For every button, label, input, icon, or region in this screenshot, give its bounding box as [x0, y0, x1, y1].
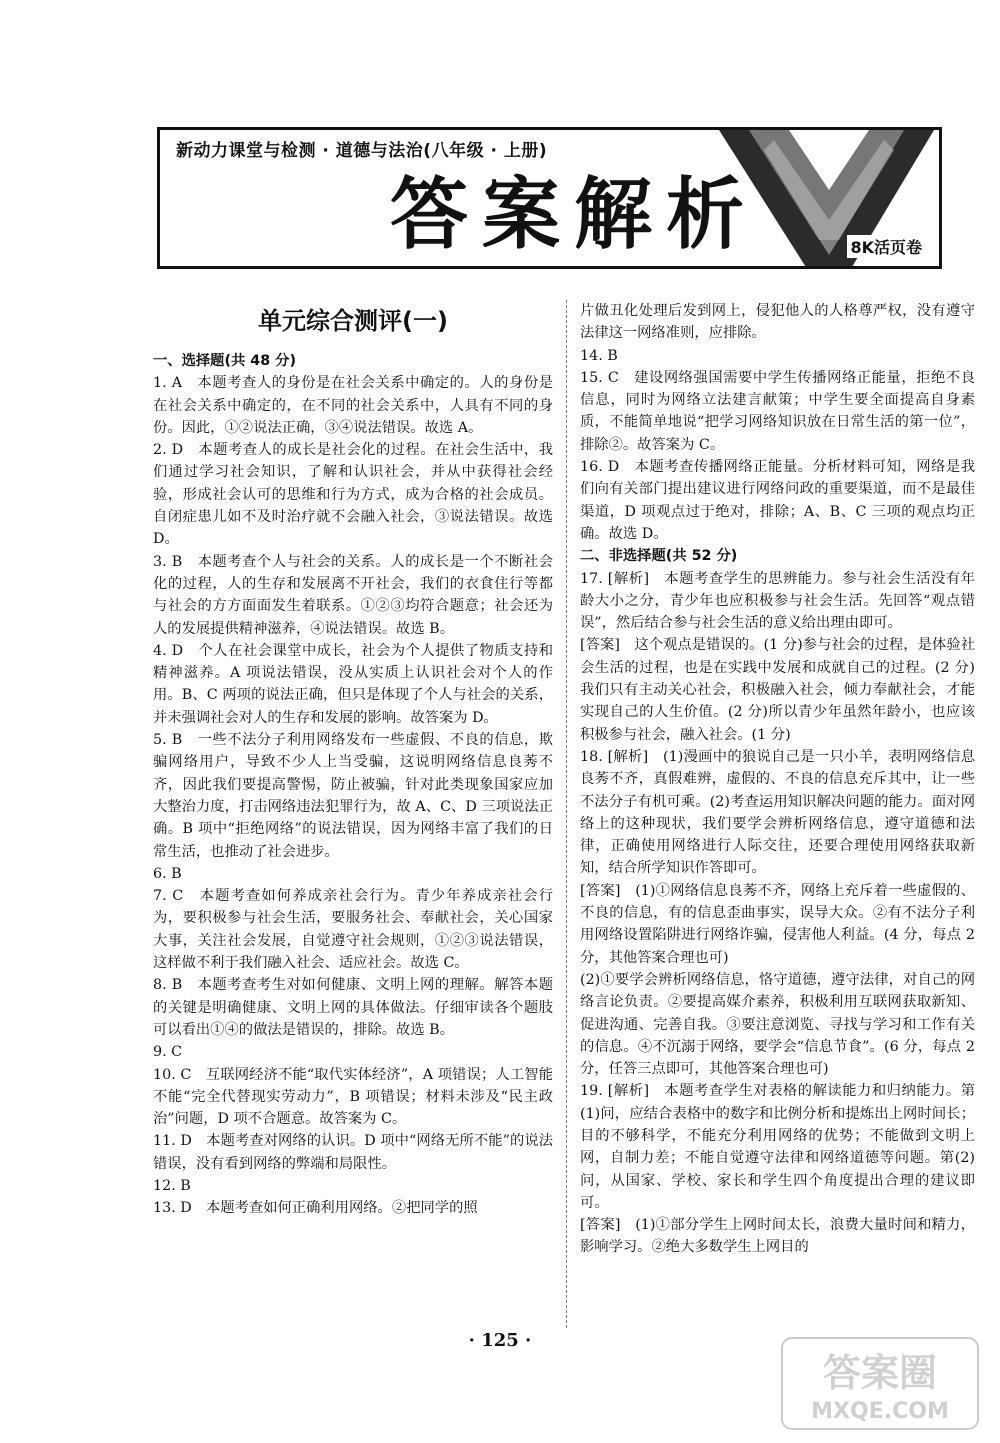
answer-item: 5. B 一些不法分子利用网络发布一些虚假、不良的信息，欺骗网络用户，导致不少人上当受骗，这说明网络信息良莠不齐，因此我们要提高警惕，防止被骗，针对此类现象国家应加大整治力度，打击网络违法犯罪行为，故 A、C、D 三项说法正确。B 项中“拒绝网络”的说法错误，因为网络丰富了我们的日常生活，也推动了社会进步。	[153, 732, 553, 860]
answer-item: 1. A 本题考查人的身份是在社会关系中确定的。人的身份是在社会关系中确定的，在不同的社会关系中，人具有不同的身份。因此，①②说法正确，③④说法错误。故选 A。	[153, 375, 553, 436]
answer-item: [答案] 这个观点是错误的。(1 分)参与社会的过程，是体验社会生活的过程，也是在实践中发展和成就自己的过程。(2 分)我们只有主动关心社会，积极融入社会，倾力奉献社会，才能实现自己的人生价值。(2 分)所以青少年虽然年龄小，也应该积极参与社会，融入社会。(1 分)	[580, 637, 975, 743]
answer-item: 4. D 个人在社会课堂中成长，社会为个人提供了物质支持和精神滋养。A 项说法错误，没从实质上认识社会对个人的作用。B、C 两项的说法正确，但只是体现了个人与社会的关系，并未强调社会对人的生存和发展的影响。故答案为 D。	[153, 642, 553, 726]
banner-title: 答案解析	[390, 170, 759, 260]
answer-item: 15. C 建设网络强国需要中学生传播网络正能量，拒绝不良信息，同时为网络立法建言献策；中学生要全面提高自身素质，不能简单地说“把学习网络知识放在日常生活的第一位”，排除②。故答案为 C。	[580, 369, 975, 453]
left-column	[153, 300, 553, 1220]
answer-item: 14. B	[580, 347, 618, 364]
right-column	[580, 300, 975, 1259]
answer-item: 13. D 本题考查如何正确利用网络。②把同学的照	[153, 1200, 478, 1217]
unit-title: 单元综合测评(一)	[258, 307, 448, 335]
answer-item: 3. B 本题考查个人与社会的关系。人的成长是一个不断社会化的过程，人的生存和发展离不开社会，我们的衣食住行等都与社会的方方面面发生着联系。①②③均符合题意；社会还为人的发展提供精神滋养，④说法错误。故选 B。	[153, 553, 553, 637]
header-banner	[157, 127, 942, 269]
section-heading-non-choice: 二、非选择题(共 52 分)	[580, 548, 738, 565]
watermark-logo	[780, 1336, 980, 1431]
answer-item: 16. D 本题考查传播网络正能量。分析材料可知，网络是我们向有关部门提出建议进行网络问政的重要渠道，而不是最佳渠道，D 项观点过于绝对，排除；A、B、C 三项的观点均正确。故选 D。	[580, 459, 975, 542]
answer-item: [答案] (1)①部分学生上网时间太长，浪费大量时间和精力，影响学习。②绝大多数学生上网目的	[580, 1217, 975, 1256]
edition-tag: 8K活页卷	[847, 235, 925, 258]
answer-item: 17. [解析] 本题考查学生的思辨能力。参与社会生活没有年龄大小之分，青少年也应积极参与社会生活。先回答“观点错误”，然后结合参与社会生活的意义给出理由即可。	[580, 570, 975, 632]
answer-item: 2. D 本题考查人的成长是社会化的过程。在社会生活中，我们通过学习社会知识，了解和认识社会，并从中获得社会经验，形成社会认可的思维和行为方式，成为合格的社会成员。自闭症患儿如不及时治疗就不会融入社会，③说法错误。故选 D。	[153, 442, 553, 548]
column-divider	[566, 300, 567, 1328]
book-subtitle: 新动力课堂与检测 · 道德与法治(八年级 · 上册)	[176, 141, 548, 161]
section-heading-choice: 一、选择题(共 48 分)	[153, 353, 296, 369]
answer-item: 11. D 本题考查对网络的认识。D 项中“网络无所不能”的说法错误，没有看到网络的弊端和局限性。	[153, 1133, 553, 1172]
page-number: · 125 ·	[468, 1330, 532, 1351]
answer-item: 19. [解析] 本题考查学生对表格的解读能力和归纳能力。第(1)问，应结合表格中的数字和比例分析和提炼出上网时间长；目的不够科学，不能充分利用网络的优势；不能做到文明上网，自制力差；不能自觉遵守法律和网络道德等问题。第(2)问，从国家、学校、家长和学生四个角度提出合理的建议即可。	[580, 1083, 975, 1211]
answer-item: 10. C 互联网经济不能“取代实体经济”，A 项错误；人工智能不能“完全代替现实劳动力”，B 项错误；材料未涉及“民主政治”问题，D 项不合题意。故答案为 C。	[153, 1066, 553, 1128]
answer-item: 7. C 本题考查如何养成亲社会行为。青少年养成亲社会行为，要积极参与社会生活，要服务社会、奉献社会，关心国家大事，关注社会发展，自觉遵守社会规则，①②③说法错误，这样做不利于我们融入社会、适应社会。故选 C。	[153, 888, 553, 972]
answer-item: 18. [解析] (1)漫画中的狼说自己是一只小羊，表明网络信息良莠不齐，真假难辨，虚假的、不良的信息充斥其中，让一些不法分子有机可乘。(2)考查运用知识解决问题的能力。面对网络上的这种现状，我们要学会辨析网络信息，遵守道德和法律，正确使用网络进行人际交往，还要合理使用网络获取新知，结合所学知识作答即可。	[580, 748, 975, 877]
watermark-logo-text: 答案圈	[822, 1351, 938, 1395]
answer-item: 9. C	[153, 1044, 183, 1061]
answer-item: 12. B	[153, 1177, 191, 1194]
answer-item: 片做丑化处理后发到网上，侵犯他人的人格尊严权，没有遵守法律这一网络准则，应排除。	[580, 303, 975, 342]
answer-item: [答案] (1)①网络信息良莠不齐，网络上充斥着一些虚假的、不良的信息，有的信息歪曲事实，误导大众。②有不法分子利用网络设置陷阱进行网络诈骗，侵害他人利益。(4 分，每点 2 分，其他答案合理也可)	[580, 882, 975, 966]
answer-item: (2)①要学会辨析网络信息，恪守道德，遵守法律，对自己的网络言论负责。②要提高媒介素养，积极利用互联网获取新知、促进沟通、完善自我。③要注意浏览、寻找与学习和工作有关的信息。④不沉溺于网络，要学会“信息节食”。(6 分，每点 2 分，任答三点即可，其他答案合理也可)	[580, 971, 975, 1078]
answer-item: 6. B	[153, 865, 182, 882]
answer-item: 8. B 本题考查考生对如何健康、文明上网的理解。解答本题的关键是明确健康、文明上网的具体做法。仔细审读各个题肢可以看出①④的做法是错误的，排除。故选 B。	[153, 977, 553, 1038]
watermark-url: MXQE.COM	[811, 1399, 949, 1424]
